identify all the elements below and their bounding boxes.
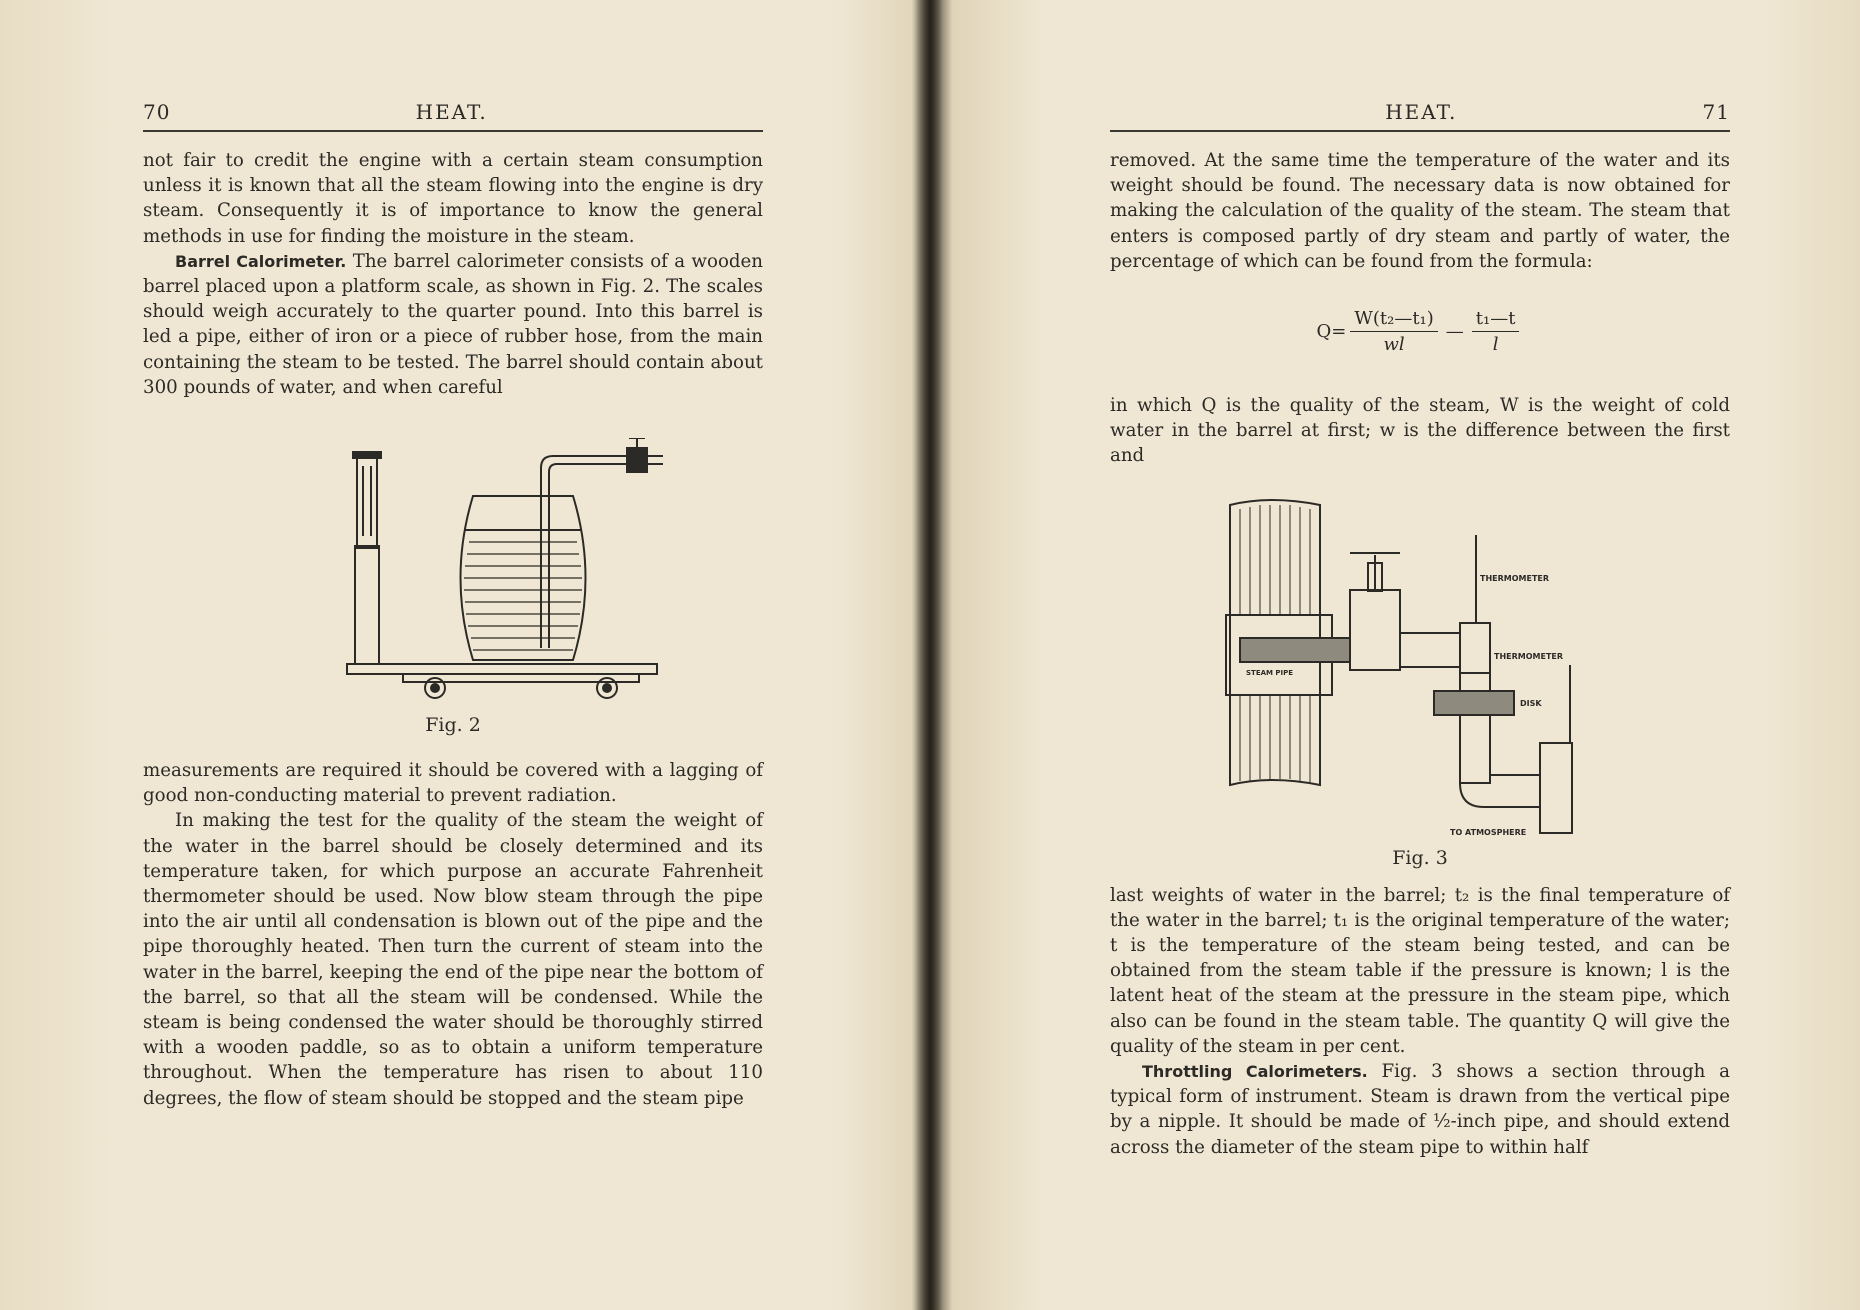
left-para-4: In making the test for the quality of the steam the weight of the water in the barrel should be closely determined and its temperature taken, for which purpose an accurate Fahrenheit thermometer should be used. Now blow steam through the pipe into the air until all condensation is blown out of the pipe and the pipe thoroughly heated. Then turn the current of steam into the water in the barrel, keeping the end of the pipe near the bottom of the barrel, so that all the steam will be condensed. While the steam is being condensed the water should be thoroughly stirred with a wooden paddle, so as to obtain a uniform temperature throughout. When the temperature has risen to about 110 degrees, the flow of steam should be stopped and the steam pipe (143, 810, 763, 1109)
left-page-number: 70 (143, 100, 171, 124)
formula-lhs: Q= (1316, 321, 1347, 343)
right-para-3: last weights of water in the barrel; t₂ is the final temperature of the water in the barrel; t₁ is the original temperature of the water; t is the temperature of the steam being tested, and can be obtained from the steam table if the pressure is known; l is the latent heat of the steam at the pressure in the steam pipe, which also can be found in the steam table. The quantity Q will give the quality of the steam in per cent. (1110, 884, 1730, 1057)
label-thermometer-top: THERMOMETER (1480, 573, 1550, 583)
right-para-1: removed. At the same time the temperature of the water and its weight should be found. The necessary data is now obtained for making the calculation of the quality of the steam. The steam that enters is composed partly of dry steam and partly of water, the percentage of which can be found from the formula: (1110, 150, 1730, 272)
formula-frac1-denominator: wl (1383, 334, 1405, 356)
label-disk: DISK (1520, 698, 1542, 708)
formula-fraction-2 (1472, 308, 1520, 355)
left-page-header (143, 100, 763, 132)
right-page-header (1110, 100, 1730, 132)
formula-minus: — (1445, 321, 1464, 343)
label-to-atmosphere: TO ATMOSPHERE (1450, 827, 1527, 837)
right-running-head: HEAT. (1385, 100, 1458, 124)
formula-frac2-numerator: t₁—t (1472, 308, 1520, 332)
left-para-3: measurements are required it should be covered with a lagging of good non-conducting material to prevent radiation. (143, 760, 763, 807)
barrel-calorimeter-heading: Barrel Calorimeter. (175, 251, 347, 271)
left-para-1: not fair to credit the engine with a certain steam consumption unless it is known that all the steam flowing into the engine is dry steam. Consequently it is of importance to know the general methods in use for finding the moisture in the steam. (143, 150, 763, 247)
label-steam-pipe: STEAM PIPE (1246, 668, 1294, 677)
formula-frac2-denominator: l (1492, 334, 1499, 356)
book-gutter (915, 0, 943, 1310)
quality-formula (1110, 308, 1730, 355)
figure-3 (1110, 495, 1730, 869)
formula-frac1-numerator: W(t₂—t₁) (1350, 308, 1437, 332)
figure-3-caption: Fig. 3 (1392, 846, 1448, 869)
right-para-4-text: Fig. 3 shows a section through a typical form of instrument. Steam is drawn from the vertical pipe by a nipple. It should be made of ½-inch pipe, and should extend across the diameter of the steam pipe to within half (1110, 1061, 1730, 1158)
left-running-head: HEAT. (415, 100, 488, 124)
left-para-2-text: The barrel calorimeter consists of a wooden barrel placed upon a platform scale, as shown in Fig. 2. The scales should weigh accurately to the quarter pound. Into this barrel is led a pipe, either of iron or a piece of rubber hose, from the main containing the steam to be tested. The barrel should contain about 300 pounds of water, and when careful (143, 250, 764, 398)
throttling-calorimeter-illustration (1110, 495, 1730, 855)
throttling-calorimeters-heading: Throttling Calorimeters. (1142, 1062, 1368, 1082)
label-thermometer-side: THERMOMETER (1494, 651, 1564, 661)
figure-2-caption: Fig. 2 (425, 714, 481, 737)
left-page (143, 100, 763, 1111)
right-page (1110, 100, 1730, 1160)
right-page-number: 71 (1702, 100, 1730, 124)
left-para-2 (143, 249, 763, 400)
figure-2 (143, 438, 763, 736)
formula-fraction-1 (1350, 308, 1437, 355)
barrel-calorimeter-illustration (243, 438, 663, 708)
right-para-2: in which Q is the quality of the steam, W is the weight of cold water in the barrel at first; w is the difference between the first and (1110, 395, 1730, 467)
right-para-4 (1110, 1059, 1730, 1160)
